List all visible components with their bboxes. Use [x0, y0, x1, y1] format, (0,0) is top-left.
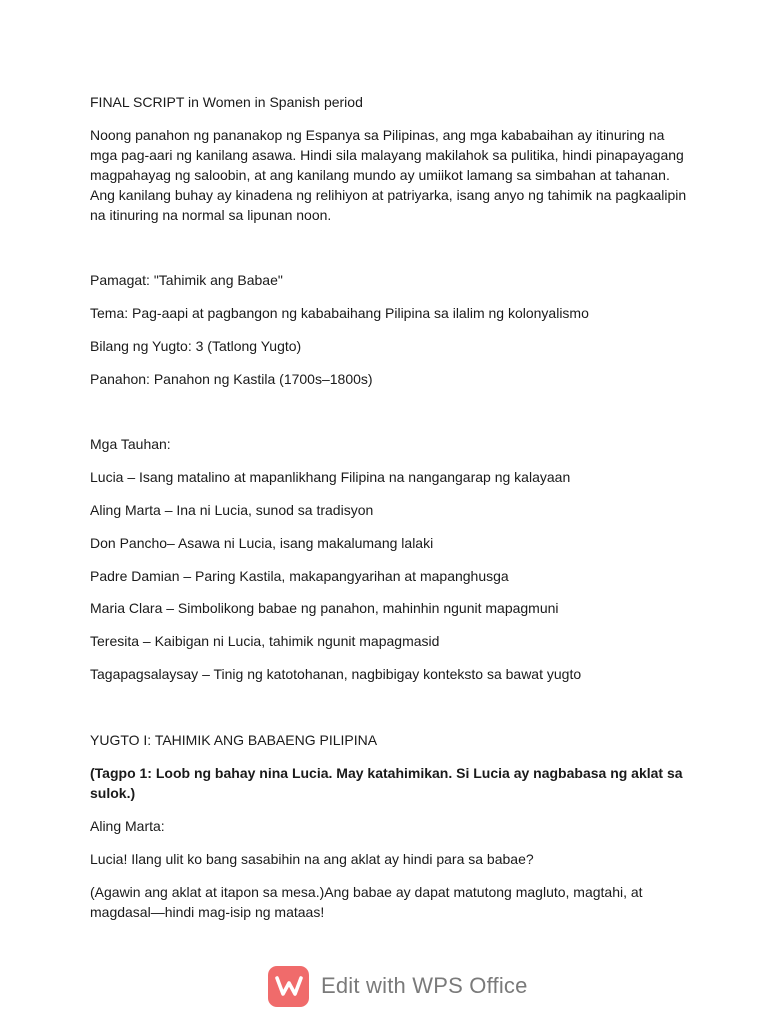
character-don-pancho: Don Pancho– Asawa ni Lucia, isang makalumang lalaki [90, 535, 434, 551]
intro-paragraph: Noong panahon ng pananakop ng Espanya sa Pilipinas, ang mga kababaihan ay itinuring na mga pag-aari ng kanilang asawa. Hindi sila malayang makilahok sa pulitika, hindi pinapayagang magpahayag ng saloobin, at ang kanilang mundo ay umiikot lamang sa simbahan at tahanan. Ang kanilang buhay ay kinadena ng relihiyon at patriyarka, isang anyo ng tahimik na pagkaalipin na itinuring na normal sa lipunan noon. [90, 127, 687, 223]
character-teresita: Teresita – Kaibigan ni Lucia, tahimik ngunit mapagmasid [90, 633, 440, 649]
wps-edit-banner[interactable] [268, 965, 528, 1007]
document-page [90, 92, 690, 922]
tema-line: Tema: Pag-aapi at pagbangon ng kababaihang Pilipina sa ilalim ng kolonyalismo [90, 305, 589, 321]
wps-w-icon [268, 966, 309, 1007]
yugto-heading: YUGTO I: TAHIMIK ANG BABAENG PILIPINA [90, 732, 378, 748]
tauhan-heading: Mga Tauhan: [90, 436, 171, 452]
wps-edit-label[interactable]: Edit with WPS Office [321, 973, 528, 998]
character-maria-clara: Maria Clara – Simbolikong babae ng panahon, mahinhin ngunit mapagmuni [90, 600, 559, 616]
bilang-line: Bilang ng Yugto: 3 (Tatlong Yugto) [90, 338, 302, 354]
dialogue-line-1: Lucia! Ilang ulit ko bang sasabihin na ang aklat ay hindi para sa babae? [90, 851, 534, 867]
character-padre-damian: Padre Damian – Paring Kastila, makapangyarihan at mapanghusga [90, 568, 509, 584]
dialogue-line-2: (Agawin ang aklat at itapon sa mesa.)Ang babae ay dapat matutong magluto, magtahi, at magdasal—hindi mag-isip ng mataas! [90, 884, 643, 920]
character-lucia: Lucia – Isang matalino at mapanlikhang Filipina na nangangarap ng kalayaan [90, 469, 571, 485]
character-aling-marta: Aling Marta – Ina ni Lucia, sunod sa tradisyon [90, 502, 374, 518]
character-tagapagsalaysay: Tagapagsalaysay – Tinig ng katotohanan, nagbibigay konteksto sa bawat yugto [90, 666, 582, 682]
pamagat-line: Pamagat: "Tahimik ang Babae" [90, 272, 283, 288]
document-title: FINAL SCRIPT in Women in Spanish period [90, 94, 363, 110]
speaker-name: Aling Marta: [90, 818, 165, 834]
tagpo-direction: (Tagpo 1: Loob ng bahay nina Lucia. May katahimikan. Si Lucia ay nagbabasa ng aklat sa sulok.) [90, 765, 683, 801]
panahon-line: Panahon: Panahon ng Kastila (1700s–1800s) [90, 371, 373, 387]
